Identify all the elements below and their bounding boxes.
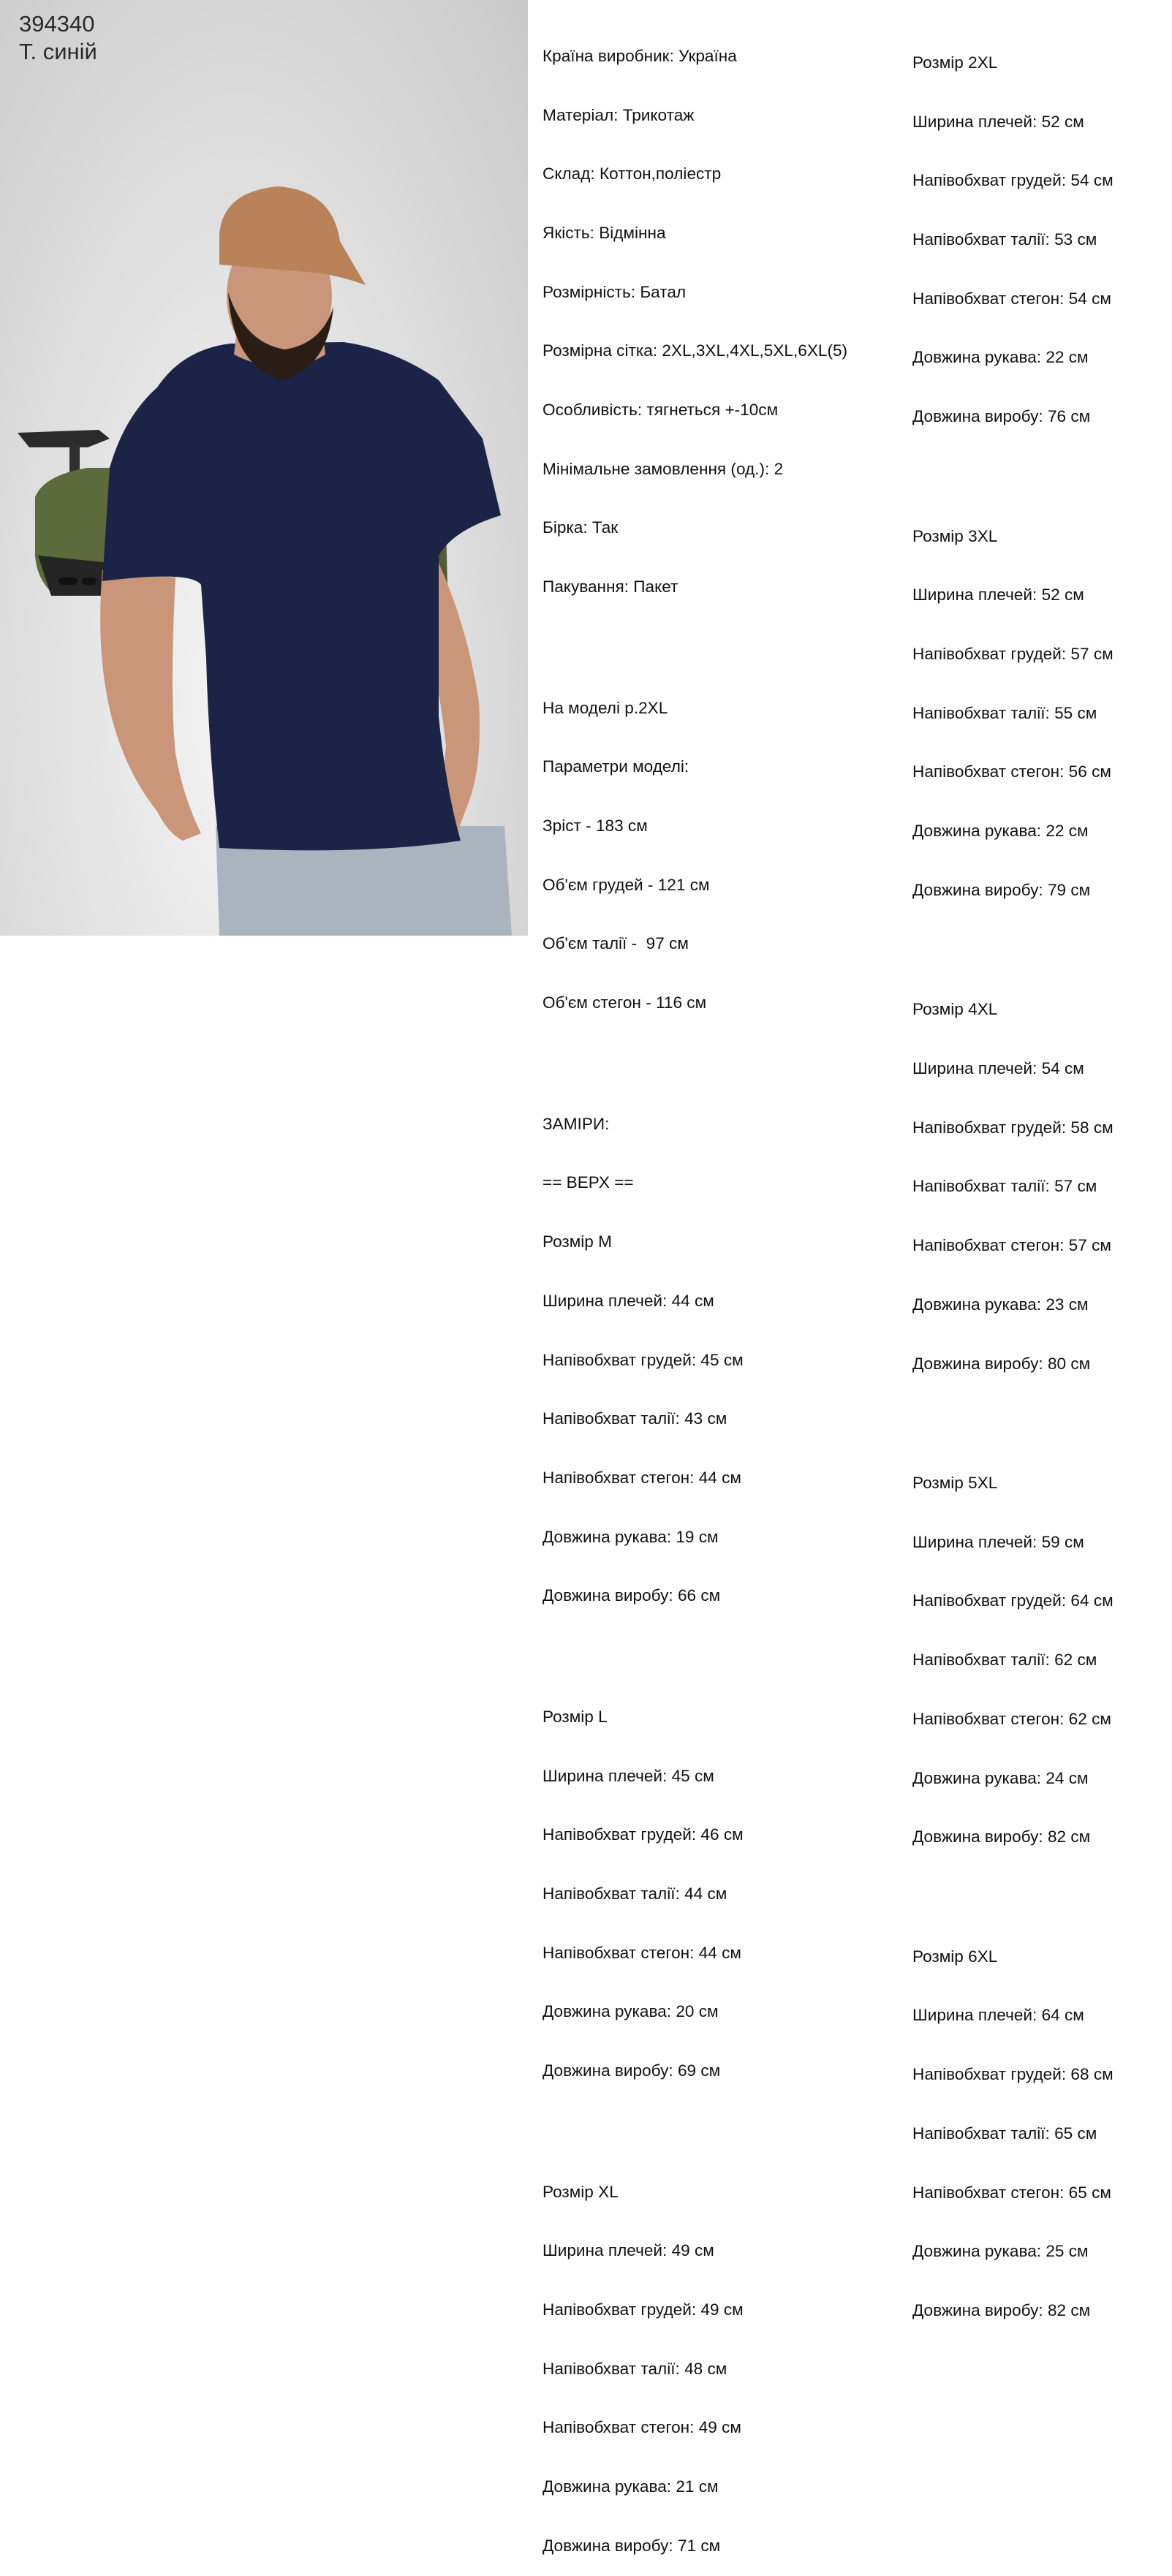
size-line: Ширина плечей: 54 см	[912, 1058, 1084, 1077]
size-line: Напівобхват стегон: 54 см	[912, 289, 1111, 308]
product-photo	[0, 0, 528, 936]
size-line: Довжина виробу: 71 см	[542, 2536, 721, 2555]
model-line: Об'єм талії - 97 см	[542, 934, 689, 953]
size-line: Довжина рукава: 23 см	[912, 1295, 1089, 1314]
size-line: Напівобхват стегон: 44 см	[542, 1468, 741, 1487]
size-title: Розмір L	[542, 1707, 608, 1726]
size-line: Довжина рукава: 25 см	[912, 2242, 1089, 2261]
spec-line: Розмірна сітка: 2XL,3XL,4XL,5XL,6XL(5)	[542, 341, 848, 360]
size-line: Довжина рукава: 20 см	[542, 2002, 719, 2021]
size-line: Ширина плечей: 59 см	[912, 1532, 1084, 1551]
size-line: Напівобхват талії: 62 см	[912, 1651, 1097, 1670]
spec-line: Розмірність: Батал	[542, 282, 687, 301]
spec-line: Мінімальне замовлення (од.): 2	[542, 459, 784, 478]
size-line: Напівобхват талії: 44 см	[542, 1884, 727, 1903]
size-line: Напівобхват талії: 65 см	[912, 2124, 1097, 2143]
size-line: Ширина плечей: 52 см	[912, 112, 1084, 131]
left-arm	[100, 570, 201, 841]
size-line: Напівобхват стегон: 62 см	[912, 1709, 1111, 1728]
size-line: Напівобхват стегон: 56 см	[912, 762, 1111, 781]
size-line: Напівобхват грудей: 64 см	[912, 1591, 1114, 1610]
size-line: Напівобхват грудей: 49 см	[542, 2300, 744, 2319]
size-title: Розмір 3XL	[912, 526, 998, 545]
size-line: Напівобхват грудей: 57 см	[912, 644, 1114, 663]
color-label: Т. синій	[19, 39, 97, 64]
size-line: Напівобхват талії: 55 см	[912, 703, 1097, 722]
size-line: Довжина рукава: 22 см	[912, 822, 1089, 841]
size-line: Довжина рукава: 24 см	[912, 1768, 1089, 1787]
model-line: Зріст - 183 см	[542, 817, 648, 836]
size-line: Ширина плечей: 45 см	[542, 1766, 714, 1785]
model-line: Об'єм стегон - 116 см	[542, 993, 707, 1012]
size-line: Напівобхват талії: 57 см	[912, 1177, 1097, 1196]
model-illustration	[0, 0, 528, 936]
size-line: Довжина рукава: 22 см	[912, 348, 1089, 367]
size-line: Напівобхват грудей: 46 см	[542, 1825, 744, 1844]
spec-line: Матеріал: Трикотаж	[542, 105, 695, 124]
size-title: Розмір 5XL	[912, 1474, 998, 1493]
size-line: Довжина виробу: 80 см	[912, 1354, 1091, 1373]
size-title: Розмір XL	[542, 2182, 619, 2201]
size-line: Напівобхват грудей: 68 см	[912, 2065, 1114, 2084]
model-line: Об'єм грудей - 121 см	[542, 875, 710, 894]
model-line: На моделі р.2XL	[542, 698, 668, 717]
product-label	[19, 10, 97, 66]
size-line: Ширина плечей: 49 см	[542, 2241, 714, 2260]
size-title: Розмір 6XL	[912, 1947, 998, 1966]
size-line: Довжина виробу: 76 см	[912, 407, 1091, 426]
size-line: Довжина виробу: 69 см	[542, 2061, 721, 2080]
size-title: Розмір 2XL	[912, 53, 998, 72]
size-title: Розмір 4XL	[912, 1000, 998, 1019]
spec-line: Бірка: Так	[542, 518, 619, 537]
size-line: Напівобхват талії: 48 см	[542, 2359, 727, 2378]
size-line: Довжина рукава: 21 см	[542, 2477, 719, 2496]
spec-line: Склад: Коттон,поліестр	[542, 164, 722, 183]
specs-column	[542, 7, 847, 2576]
sizes-column	[912, 14, 1114, 2341]
size-line: Напівобхват стегон: 44 см	[542, 1943, 741, 1962]
size-line: Довжина виробу: 82 см	[912, 2300, 1091, 2319]
size-line: Довжина рукава: 19 см	[542, 1527, 719, 1546]
size-line: Ширина плечей: 64 см	[912, 2006, 1084, 2025]
size-title: Розмір M	[542, 1232, 612, 1251]
spec-line: Якість: Відмінна	[542, 223, 666, 242]
size-line: Довжина виробу: 79 см	[912, 880, 1091, 899]
model-line: Параметри моделі:	[542, 757, 689, 776]
measurements-subheading: == ВЕРХ ==	[542, 1173, 634, 1192]
size-line: Напівобхват стегон: 65 см	[912, 2183, 1111, 2202]
spec-line: Пакування: Пакет	[542, 577, 678, 596]
size-line: Напівобхват грудей: 58 см	[912, 1118, 1114, 1137]
size-line: Напівобхват стегон: 49 см	[542, 2418, 741, 2437]
size-line: Довжина виробу: 66 см	[542, 1586, 721, 1605]
size-line: Ширина плечей: 44 см	[542, 1291, 714, 1310]
size-line: Напівобхват грудей: 54 см	[912, 171, 1114, 190]
spec-line: Особливість: тягнеться +-10см	[542, 401, 779, 420]
size-line: Напівобхват талії: 53 см	[912, 230, 1097, 249]
spec-line: Країна виробник: Україна	[542, 46, 737, 65]
size-line: Напівобхват талії: 43 см	[542, 1409, 727, 1428]
size-line: Напівобхват грудей: 45 см	[542, 1350, 744, 1369]
measurements-heading: ЗАМІРИ:	[542, 1114, 610, 1133]
article-number: 394340	[19, 11, 95, 37]
size-line: Ширина плечей: 52 см	[912, 586, 1084, 605]
size-line: Довжина виробу: 82 см	[912, 1827, 1091, 1846]
size-line: Напівобхват стегон: 57 см	[912, 1236, 1111, 1255]
